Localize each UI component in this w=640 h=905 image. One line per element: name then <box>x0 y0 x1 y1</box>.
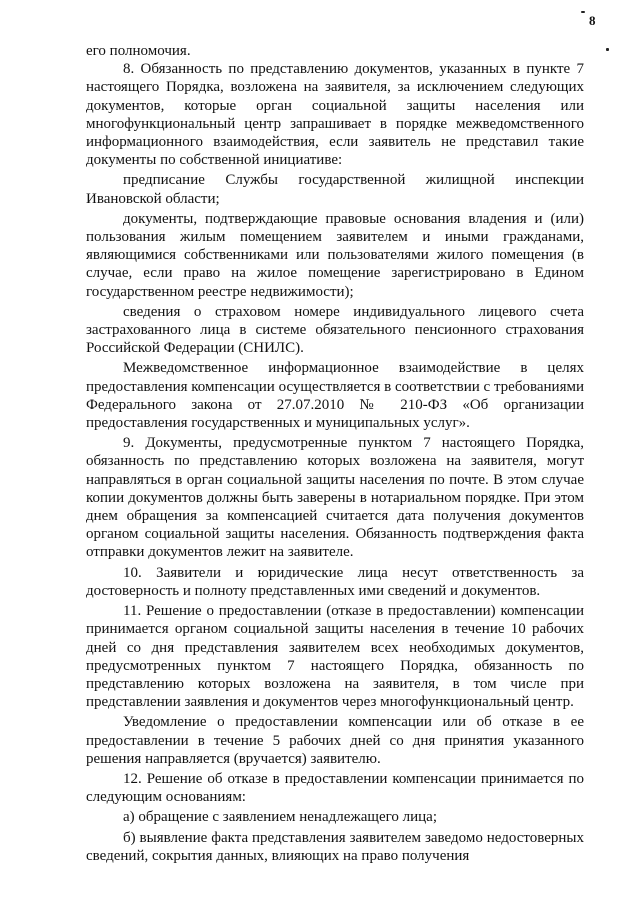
paragraph-item-10: 10. Заявители и юридические лица несут ответственность за достоверность и полноту представленных ими сведений и документов. <box>86 564 584 599</box>
paragraph-item-9: 9. Документы, предусмотренные пунктом 7 настоящего Порядка, обязанность по представлению которых возложена на заявителя, могут направляться в орган социальной защиты населения по почте. В этом случае копии документов должны быть заверены в нотариальном порядке. При этом днем обращения за компенсацией считается дата получения документов органом социальной защиты населения. Обязанность подтверждения факта отправки документов лежит на заявителе. <box>86 435 584 561</box>
document-body <box>86 42 584 865</box>
paragraph-doc-ownership: документы, подтверждающие правовые основания владения и (или) пользования жилым помещением заявителем и иными гражданами, являющимися собственниками или пользователями жилого помещения (в случае, если право на жилое помещение зарегистрировано в Едином государственном реестре недвижимости); <box>86 210 584 300</box>
paragraph-doc-snils: сведения о страховом номере индивидуального лицевого счета застрахованного лица в системе обязательного пенсионного страхования Российской Федерации (СНИЛС). <box>86 303 584 357</box>
page-number: 8 <box>589 13 596 28</box>
paragraph-notification: Уведомление о предоставлении компенсации или об отказе в ее предоставлении в течение 5 рабочих дней со дня принятия указанного решения направляется (вручается) заявителю. <box>86 714 584 767</box>
paragraph-item-11: 11. Решение о предоставлении (отказе в предоставлении) компенсации принимается органом социальной защиты населения в течение 10 рабочих дней со дня представления заявителем всех необходимых документов, предусмотренных пунктом 7 настоящего Порядка, обязанность по представлению которых возложена на заявителя, в том числе при представлении заявления и документов через многофункциональный центр. <box>86 603 584 711</box>
paragraph-doc-prescription: предписание Службы государственной жилищной инспекции Ивановской области; <box>86 172 584 207</box>
paragraph-interagency: Межведомственное информационное взаимодействие в целях предоставления компенсации осуществляется в соответствии с требованиями Федерального закона от 27.07.2010 № 210-ФЗ «Об организации предоставления государственных и муниципальных услуг». <box>86 360 584 432</box>
scan-artifact-mark <box>581 11 585 13</box>
scan-artifact-mark <box>606 48 609 51</box>
paragraph-item-12: 12. Решение об отказе в предоставлении компенсации принимается по следующим основаниям: <box>86 770 584 806</box>
paragraph-continuation: его полномочия. <box>86 43 191 59</box>
paragraph-item-12b: б) выявление факта представления заявителем заведомо недостоверных сведений, сокрытия данных, влияющих на право получения <box>86 829 584 864</box>
paragraph-item-12a: а) обращение с заявлением ненадлежащего лица; <box>123 809 438 826</box>
paragraph-item-8: 8. Обязанность по представлению документов, указанных в пункте 7 настоящего Порядка, возложена на заявителя, за исключением следующих документов, которые орган социальной защиты населения или многофункциональный центр запрашивает в порядке межведомственного информационного взаимодействия, если заявитель не представил такие документы по собственной инициативе: <box>86 61 584 169</box>
